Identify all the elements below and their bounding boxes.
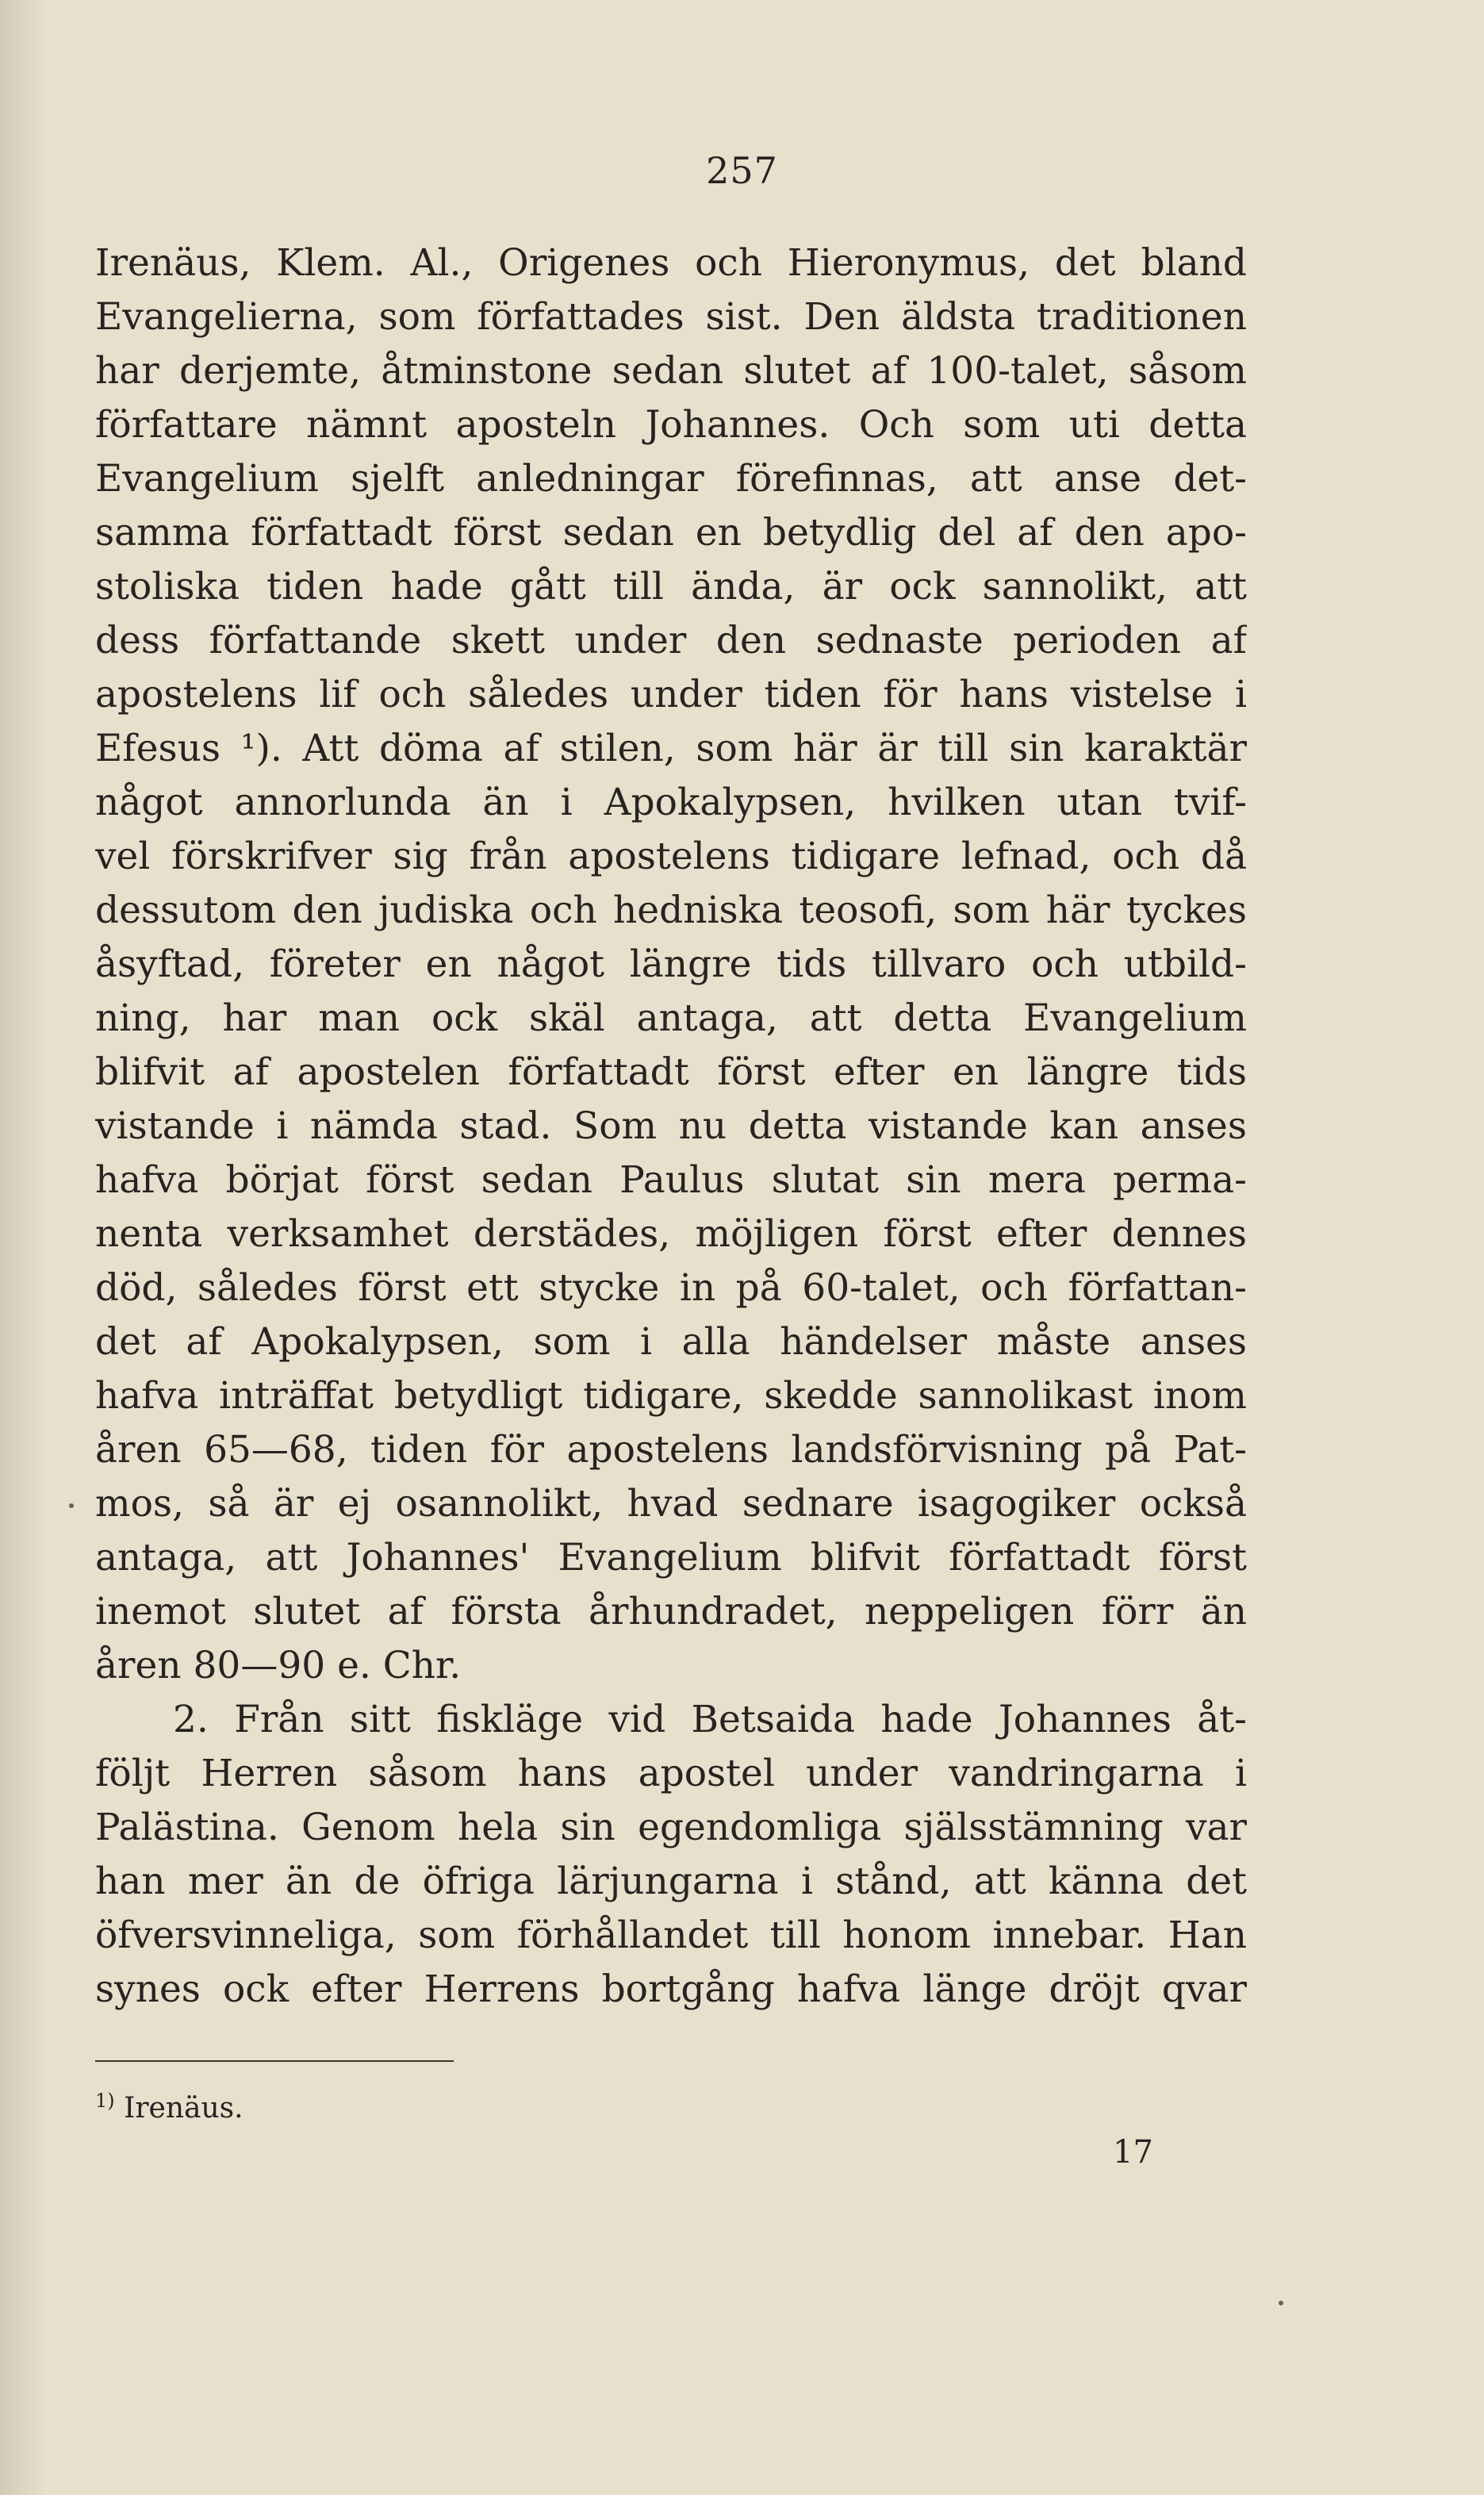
text-line: har derjemte, åtminstone sedan slutet af 100-talet, såsom (95, 349, 1247, 393)
text-line: apostelens lif och således under tiden för hans vistelse i (95, 673, 1247, 716)
text-line: författare nämnt aposteln Johannes. Och som uti detta (95, 403, 1247, 447)
text-line: mos, så är ej osannolikt, hvad sednare isagogiker också (95, 1482, 1247, 1526)
text-line: blifvit af apostelen författadt först efter en längre tids (95, 1050, 1247, 1094)
print-speck (1279, 2301, 1283, 2305)
text-line: Irenäus, Klem. Al., Origenes och Hieronymus, det bland (95, 241, 1247, 285)
text-line: synes ock efter Herrens bortgång hafva länge dröjt qvar (95, 1967, 1247, 2011)
text-line: följt Herren såsom hans apostel under vandringarna i (95, 1752, 1247, 1795)
page-number: 257 (706, 149, 778, 192)
text-line: åsyftad, företer en något längre tids tillvaro och utbild- (95, 942, 1247, 986)
text-line: död, således först ett stycke in på 60-talet, och författan- (95, 1266, 1247, 1310)
text-line: dessutom den judiska och hedniska teosofi, som här tyckes (95, 889, 1247, 932)
text-line: Evangelierna, som författades sist. Den äldsta traditionen (95, 295, 1247, 339)
text-line: antaga, att Johannes' Evangelium blifvit författadt först (95, 1536, 1247, 1580)
footnote-rule (95, 2060, 454, 2062)
text-line: något annorlunda än i Apokalypsen, hvilken utan tvif- (95, 781, 1247, 824)
text-line: öfversvinneliga, som förhållandet till honom innebar. Han (95, 1913, 1247, 1957)
text-line: hafva börjat först sedan Paulus slutat sin mera perma- (95, 1158, 1247, 1202)
text-line: åren 65—68, tiden för apostelens landsförvisning på Pat- (95, 1428, 1247, 1472)
paragraph-end-line: åren 80—90 e. Chr. (95, 1644, 462, 1687)
text-line: Evangelium sjelft anledningar förefinnas, att anse det- (95, 457, 1247, 501)
text-line: nenta verksamhet derstädes, möjligen först efter dennes (95, 1212, 1247, 1256)
text-line: ning, har man ock skäl antaga, att detta Evangelium (95, 996, 1247, 1040)
footnote (95, 2082, 243, 2128)
text-line: Palästina. Genom hela sin egendomliga själsstämning var (95, 1806, 1247, 1849)
text-line: dess författande skett under den sednaste perioden af (95, 619, 1247, 662)
text-line: Efesus ¹). Att döma af stilen, som här är till sin karaktär (95, 727, 1247, 770)
text-line: det af Apokalypsen, som i alla händelser måste anses (95, 1320, 1247, 1364)
text-line: hafva inträffat betydligt tidigare, skedde sannolikast inom (95, 1374, 1247, 1418)
text-line: han mer än de öfriga lärjungarna i stånd, att känna det (95, 1860, 1247, 1903)
paragraph-start-line: 2. Från sitt fiskläge vid Betsaida hade Johannes åt- (173, 1698, 1247, 1741)
text-line: samma författadt först sedan en betydlig del af den apo- (95, 511, 1247, 555)
text-line: vel förskrifver sig från apostelens tidigare lefnad, och då (95, 835, 1247, 878)
text-line: vistande i nämda stad. Som nu detta vistande kan anses (95, 1104, 1247, 1148)
print-speck (69, 1503, 74, 1508)
footnote-marker: 1) (95, 2090, 115, 2112)
footnote-text: Irenäus. (124, 2092, 243, 2125)
signature-mark: 17 (1113, 2134, 1153, 2171)
text-line: stoliska tiden hade gått till ända, är ock sannolikt, att (95, 565, 1247, 608)
body-text (95, 236, 1247, 2017)
page-edge-shadow (0, 0, 48, 2495)
text-line: inemot slutet af första århundradet, neppeligen förr än (95, 1590, 1247, 1633)
